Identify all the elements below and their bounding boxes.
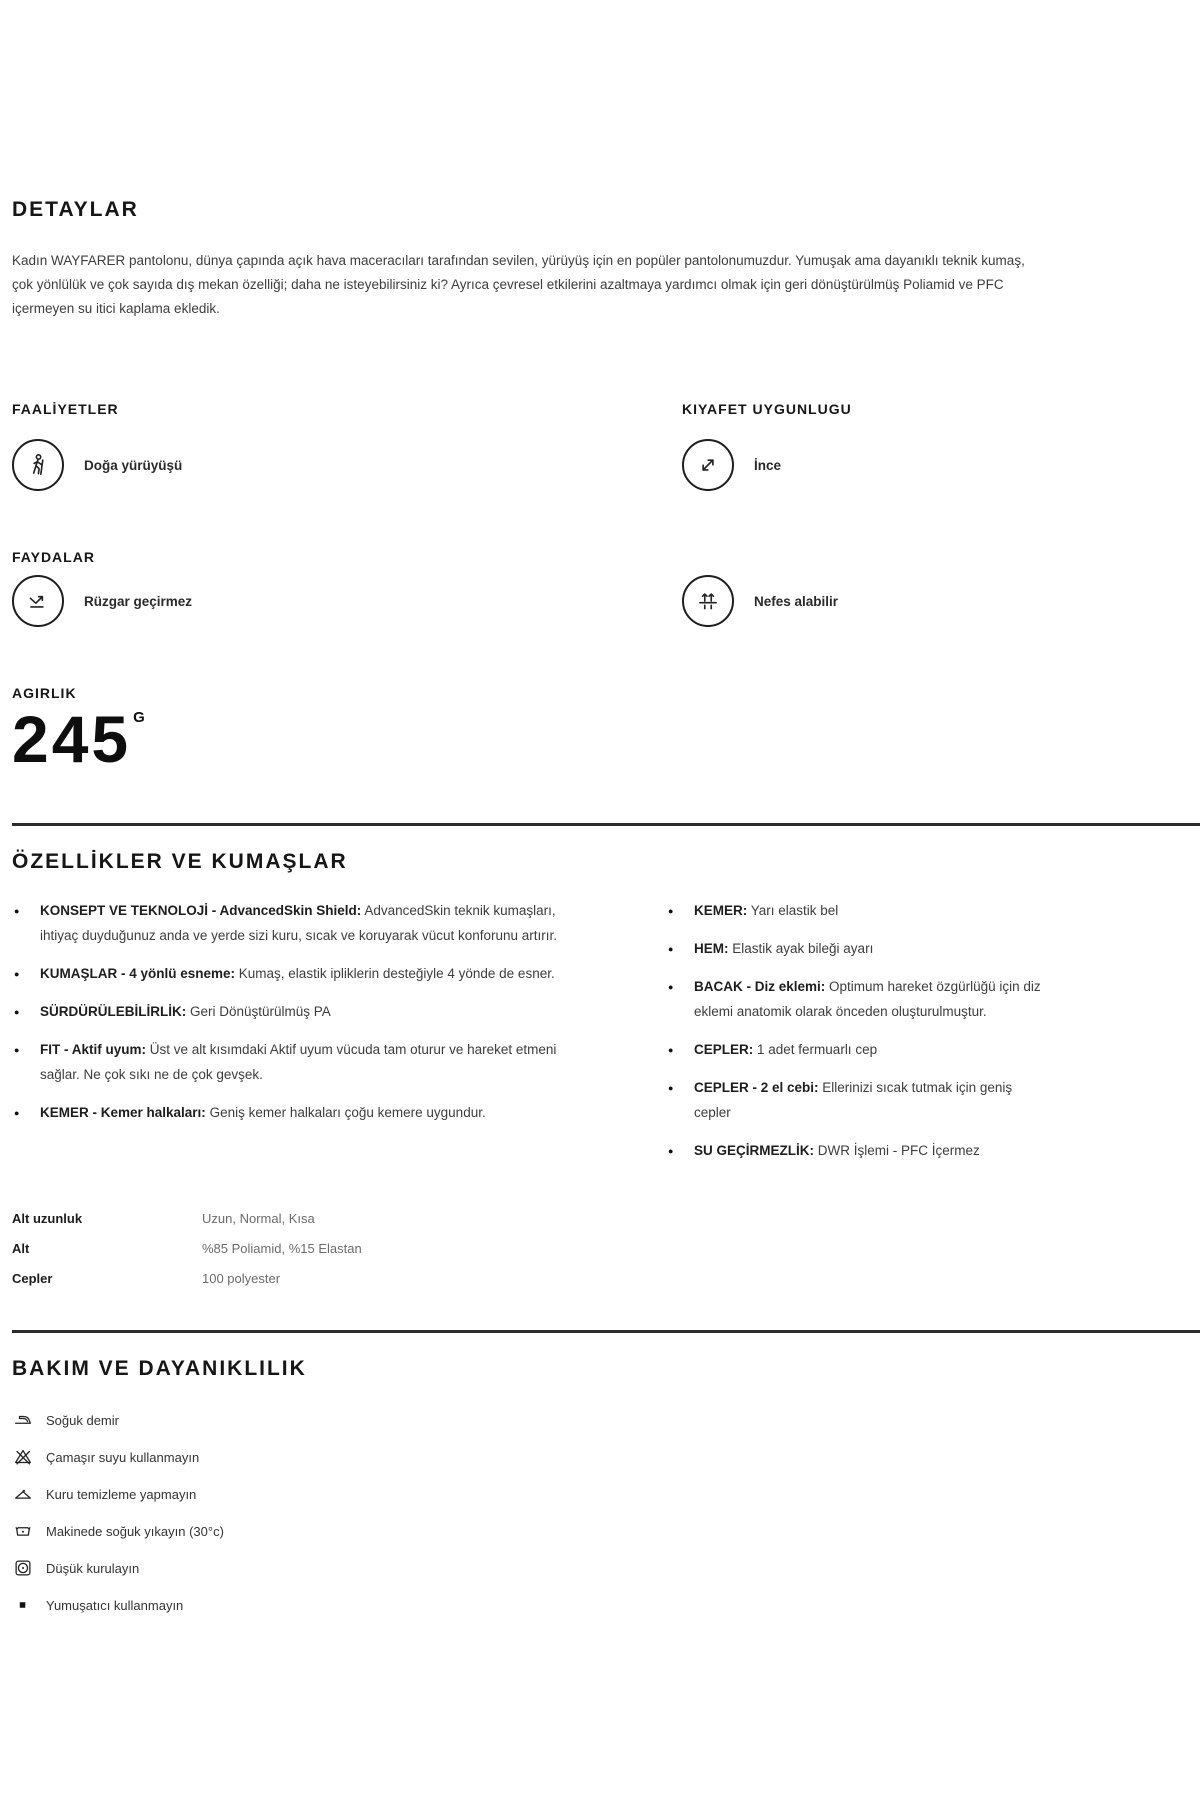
spec-label: Alt: [12, 1241, 30, 1256]
spec-label: Alt uzunluk: [12, 1211, 83, 1226]
feature-item: [666, 1138, 1048, 1163]
feature-lead: HEM:: [694, 941, 729, 956]
feature-text: Optimum hareket özgürlüğü için diz eklemi anatomik olarak önceden oluşturulmuştur.: [694, 979, 1041, 1019]
feature-item: [666, 936, 1048, 961]
feature-text: Ellerinizi sıcak tutmak için geniş cepler: [694, 1080, 1013, 1120]
feature-lead: KEMER - Kemer halkaları:: [40, 1105, 206, 1120]
care-label: Makinede soğuk yıkayın (30°c): [46, 1523, 224, 1539]
benefits-title: FAYDALAR: [12, 549, 95, 565]
fit-title: KIYAFET UYGUNLUGU: [682, 401, 852, 417]
spec-value: 100 polyester: [202, 1271, 281, 1286]
feature-item: [12, 1037, 574, 1087]
activity-item-hiking: [12, 439, 682, 491]
spec-value: %85 Poliamid, %15 Elastan: [202, 1241, 362, 1256]
section-divider: [12, 823, 1200, 826]
tumble-dry-low-icon: [12, 1557, 46, 1579]
feature-text: Elastik ayak bileği ayarı: [728, 941, 874, 956]
feature-item: [12, 1100, 574, 1125]
feature-lead: KUMAŞLAR - 4 yönlü esneme:: [40, 966, 236, 981]
weight-section: [12, 685, 1186, 776]
features-right-list: [666, 898, 1048, 1176]
feature-lead: BACAK - Diz eklemi:: [694, 979, 826, 994]
feature-item: [666, 1075, 1048, 1125]
slim-fit-arrow-icon: [682, 439, 734, 491]
care-row: [12, 1483, 1186, 1505]
feature-text: DWR İşlemi - PFC İçermez: [814, 1143, 980, 1158]
feature-item: [12, 961, 574, 986]
fit-item-slim: [682, 439, 1186, 491]
fit-label: İnce: [754, 457, 782, 473]
feature-lead: CEPLER:: [694, 1042, 754, 1057]
feature-item: [12, 898, 574, 948]
windproof-icon: [12, 575, 64, 627]
breathable-label: Nefes alabilir: [754, 593, 839, 609]
feature-lead: SU GEÇİRMEZLİK:: [694, 1143, 814, 1158]
feature-text: Geniş kemer halkaları çoğu kemere uygundur.: [205, 1105, 486, 1120]
windproof-label: Rüzgar geçirmez: [84, 593, 193, 609]
feature-lead: CEPLER - 2 el cebi:: [694, 1080, 819, 1095]
care-list: [12, 1409, 1186, 1616]
activity-label: Doğa yürüyüşü: [84, 457, 183, 473]
hiker-icon: [12, 439, 64, 491]
care-label: Çamaşır suyu kullanmayın: [46, 1449, 200, 1465]
care-label: Düşük kurulayın: [46, 1560, 140, 1576]
care-row: [12, 1446, 1186, 1468]
attributes-grid: [12, 401, 1186, 627]
fit-column: [682, 401, 1186, 417]
feature-text: 1 adet fermuarlı cep: [753, 1042, 878, 1057]
care-label: Yumuşatıcı kullanmayın: [46, 1597, 184, 1613]
details-description: Kadın WAYFARER pantolonu, dünya çapında açık hava maceracıları tarafından sevilen, yürüyüş için en popüler pantolonumuzdur. Yumuşak ama dayanıklı teknik kumaş, çok yönlülük ve çok sayıda dış mekan özelliği; daha ne isteyebilirsiniz ki? Ayrıca çevresel etkilerini azaltmaya yardımcı olmak için geri dönüştürülmüş Poliamid ve PFC içermeyen su itici kaplama ekledik.: [12, 253, 1025, 316]
care-section: [12, 1357, 1186, 1616]
feature-text: Geri Dönüştürülmüş PA: [186, 1004, 331, 1019]
care-row: [12, 1594, 1186, 1616]
weight-title: AGIRLIK: [12, 685, 77, 701]
care-row: [12, 1557, 1186, 1579]
no-bleach-icon: [12, 1446, 46, 1468]
benefits-heading-spacer: [682, 549, 1186, 565]
features-section: [12, 850, 1186, 1288]
features-title: ÖZELLİKLER VE KUMAŞLAR: [12, 850, 348, 873]
details-title: DETAYLAR: [12, 198, 139, 221]
feature-lead: FIT - Aktif uyum:: [40, 1042, 146, 1057]
feature-item: [12, 999, 574, 1024]
feature-item: [666, 898, 1048, 923]
spec-row: [12, 1240, 1186, 1258]
feature-text: AdvancedSkin teknik kumaşları, ihtiyaç duyduğunuz anda ve yerde sizi kuru, sıcak ve koruyarak vücut konforunu artırır.: [40, 903, 558, 943]
spec-row: [12, 1210, 1186, 1228]
care-label: Kuru temizleme yapmayın: [46, 1486, 197, 1502]
feature-text: Kumaş, elastik ipliklerin desteğiyle 4 yönde de esner.: [235, 966, 555, 981]
benefit-item-breathable: [682, 575, 1186, 627]
activities-title: FAALİYETLER: [12, 401, 119, 417]
care-label: Soğuk demir: [46, 1412, 119, 1428]
weight-unit: G: [133, 709, 145, 726]
spec-row: [12, 1270, 1186, 1288]
section-divider: [12, 1330, 1200, 1333]
feature-text: Üst ve alt kısımdaki Aktif uyum vücuda tam oturur ve hareket etmeni sağlar. Ne çok sıkı ne de çok gevşek.: [40, 1042, 557, 1082]
breathable-icon: [682, 575, 734, 627]
spec-value: Uzun, Normal, Kısa: [202, 1211, 315, 1226]
care-row: [12, 1520, 1186, 1542]
spec-label: Cepler: [12, 1271, 53, 1286]
feature-item: [666, 1037, 1048, 1062]
feature-lead: KEMER:: [694, 903, 748, 918]
machine-wash-cold-icon: [12, 1520, 46, 1542]
care-title: BAKIM VE DAYANIKLILIK: [12, 1357, 307, 1380]
weight-value: 245: [12, 702, 132, 776]
no-softener-icon: [12, 1594, 46, 1616]
benefit-item-windproof: [12, 575, 682, 627]
features-left-list: [12, 898, 574, 1176]
spec-table: [12, 1210, 1186, 1288]
no-dry-clean-icon: [12, 1483, 46, 1505]
feature-lead: SÜRDÜRÜLEBİLİRLİK:: [40, 1004, 187, 1019]
activities-column: [12, 401, 682, 417]
iron-icon: [12, 1409, 46, 1431]
feature-lead: KONSEPT VE TEKNOLOJİ - AdvancedSkin Shield:: [40, 903, 362, 918]
care-row: [12, 1409, 1186, 1431]
details-section: [12, 0, 1186, 321]
benefits-heading-cell: [12, 549, 682, 565]
feature-item: [666, 974, 1048, 1024]
feature-text: Yarı elastik bel: [747, 903, 839, 918]
